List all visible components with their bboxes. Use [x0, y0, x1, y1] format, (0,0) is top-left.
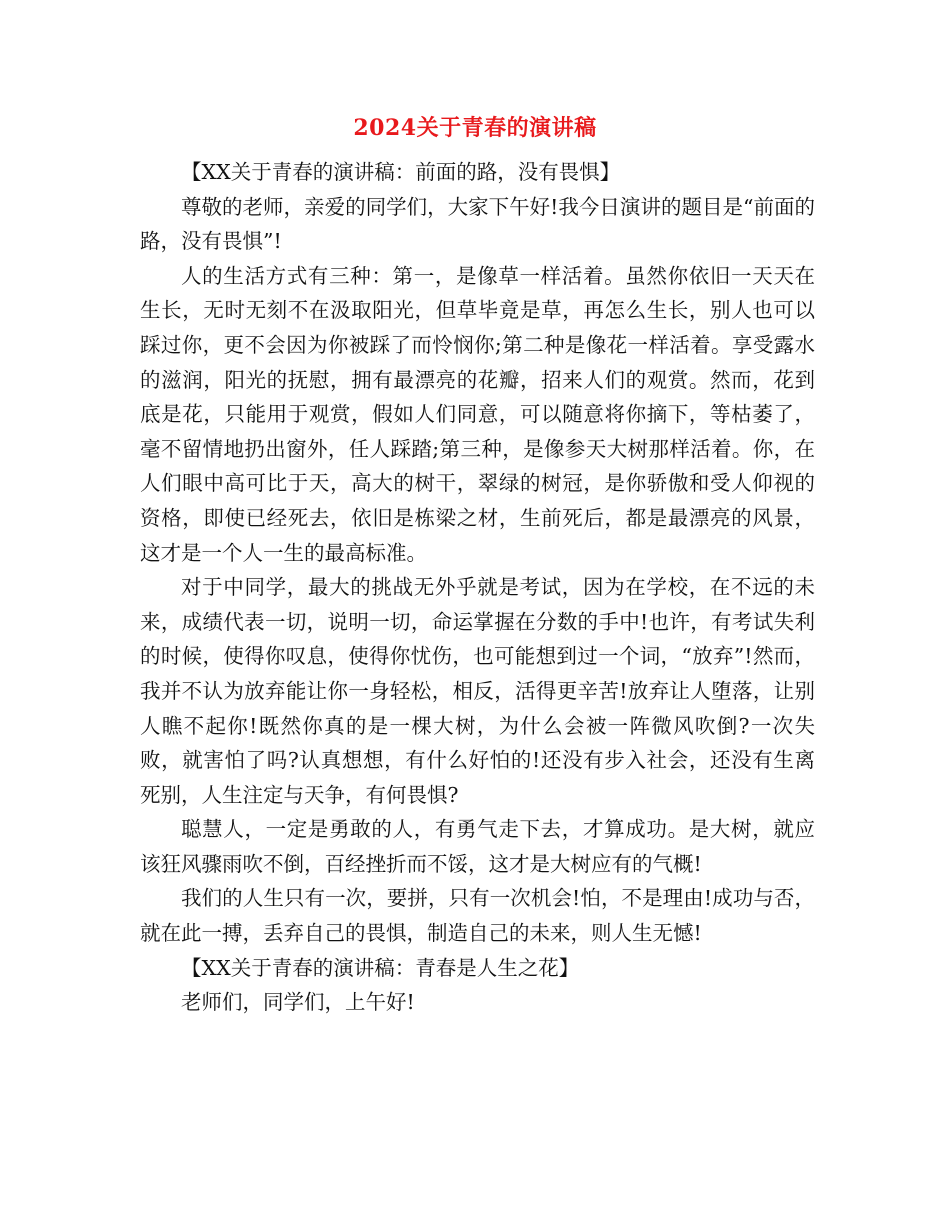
paragraph: 我们的人生只有一次，要拼，只有一次机会!怕，不是理由!成功与否，就在此一搏，丢弃自己的畏惧，制造自己的未来，则人生无憾!: [140, 886, 815, 946]
paragraph: 聪慧人，一定是勇敢的人，有勇气走下去，才算成功。是大树，就应该狂风骤雨吹不倒，百经挫折而不馁，这才是大树应有的气概!: [140, 817, 815, 876]
paragraph: 人的生活方式有三种：第一，是像草一样活着。虽然你依旧一天天在生长，无时无刻不在汲取阳光，但草毕竟是草，再怎么生长，别人也可以踩过你，更不会因为你被踩了而怜悯你;第二种是像花一样活着。享受露水的滋润，阳光的抚慰，拥有最漂亮的花瓣，招来人们的观赏。然而，花到底是花，只能用于观赏，假如人们同意，可以随意将你摘下，等枯萎了，毫不留情地扔出窗外，任人踩踏;第三种，是像参天大树那样活着。你，在人们眼中高可比于天，高大的树干，翠绿的树冠，是你骄傲和受人仰视的资格，即使已经死去，依旧是栋梁之材，生前死后，都是最漂亮的风景，这才是一个人一生的最高标准。: [140, 263, 815, 565]
document-body: [140, 155, 815, 1020]
section-heading: 【XX关于青春的演讲稿：前面的路，没有畏惧】: [181, 160, 621, 184]
document-title: 2024关于青春的演讲稿: [353, 115, 597, 141]
paragraph: 老师们，同学们，上午好!: [181, 990, 415, 1015]
paragraph: 尊敬的老师，亲爱的同学们，大家下午好!我今日演讲的题目是“前面的路，没有畏惧”!: [140, 194, 815, 254]
section-heading: 【XX关于青春的演讲稿：青春是人生之花】: [181, 955, 580, 980]
paragraph: 对于中同学，最大的挑战无外乎就是考试，因为在学校，在不远的未来，成绩代表一切，说明一切，命运掌握在分数的手中!也许，有考试失利的时候，使得你叹息，使得你忧伤，也可能想到过一个词，“放弃”!然而，我并不认为放弃能让你一身轻松，相反，活得更辛苦!放弃让人堕落，让别人瞧不起你!既然你真的是一棵大树，为什么会被一阵微风吹倒?一次失败，就害怕了吗?认真想想，有什么好怕的!还没有步入社会，还没有生离死别，人生注定与天争，有何畏惧?: [140, 575, 815, 807]
